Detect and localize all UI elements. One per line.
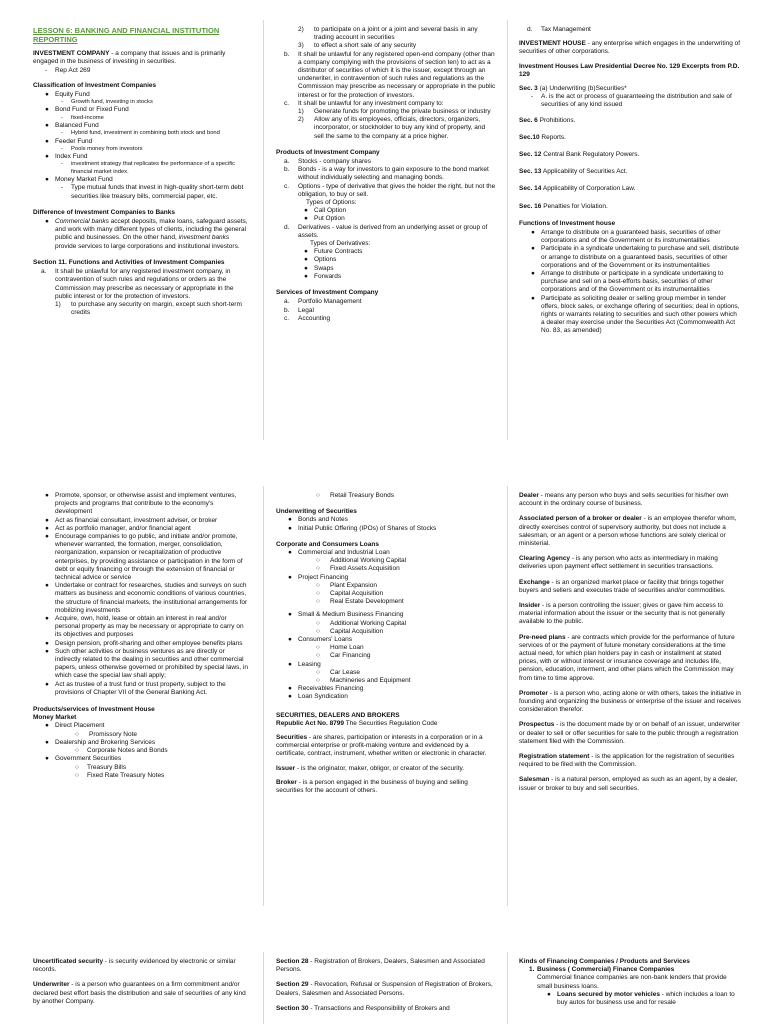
definition: Securities - are shares, participation or interests in a corporation or in a commercial enterprise or profit-making venture and evidenced by a certificate, contract, instrument, whether written or electronic in character.: [276, 734, 487, 758]
list-item: c. Options - type of derivative that gives the holder the right, but not the obligation, to buy or sell.: [284, 182, 496, 198]
list-item: ● Receivables Financing: [288, 685, 364, 693]
section-heading: Functions of Investment house: [519, 219, 616, 227]
list-item: ● Participate in a syndicate undertaking to purchase and sell, distribute or arrange to distribute on a guaranteed basis, securities of other corporations and of the Government or its instrumentalities: [531, 245, 740, 269]
section-heading: Corporate and Consumers Loans: [276, 540, 379, 548]
list-item: ● Commercial banks accept deposits, make loans, safeguard assets, and work with many different types of clients, including the general public and businesses. On the other hand, investment banks provide services to large corporations and institutional investors.: [45, 218, 248, 250]
list-item: ○ Fixed Assets Acquisition: [316, 565, 400, 573]
list-item: ○ Retail Treasury Bonds: [316, 492, 394, 499]
section-heading: Products/services of Investment House: [33, 706, 155, 714]
list-item: ● Forwards: [304, 272, 342, 280]
list-item: ● Loans secured by motor vehicles - which includes a loan to buy autos for business use and for resale: [547, 990, 735, 1007]
list-item: ● Government Securities: [45, 755, 122, 763]
list-item: - Type mutual funds that invest in high-quality short-term debt securities like treasury bills, commercial paper, etc.: [61, 184, 244, 200]
types-label: Types of Options:: [306, 199, 357, 207]
definition: Insider - is a person controlling the issuer; gives or gave him access to material information about the issuer or the security that is not generally available to the public.: [519, 602, 725, 626]
list-item-description: Commercial finance companies are non-bank lenders that provide small business loans.: [537, 974, 727, 990]
list-item: 3) to effect a short sale of any security: [298, 42, 417, 50]
list-item: ● Equity Fund: [45, 90, 90, 98]
list-item: - fixed-income: [61, 114, 104, 121]
definition: Registration statement - is the application for the registration of securities required to be filed with the Commission.: [519, 753, 735, 769]
section-heading: Underwriting of Securities: [276, 508, 357, 516]
list-item: ● Encourage companies to go public, and initiate and/or promote, whenever warranted, the formation, merger, consolidation, reorganization, expansion or recapitalization of productive enterprises, by providing assistance or participation in the form of debt or equity financing or through the extension of financial or technical advice or service: [45, 533, 243, 582]
definition: Pre-need plans - are contracts which provide for the performance of future services of or the payment of future monetary considerations at the time actual need, for which plan holders pay in cash or installment at stated prices, with or without interest or insurance coverage and includes life, pension, education, interment, and other plans which the Commission may from time to time approve.: [519, 633, 735, 682]
list-item: - Growth fund, investing in stocks: [61, 99, 153, 106]
page1-column-1: [33, 26, 251, 426]
list-item: ● Dealership and Brokering Services: [45, 738, 156, 746]
list-item: ● Initial Public Offering (IPOs) of Shares of Stocks: [288, 524, 437, 532]
investment-house-definition: INVESTMENT HOUSE - any enterprise which engages in the underwriting of securities of other corporations.: [519, 40, 741, 56]
section-heading: SECURITIES, DEALERS AND BROKERS: [276, 711, 400, 719]
law-section: Section 30 - Transactions and Responsibility of Brokers and: [276, 1004, 450, 1012]
law-section: Sec. 13 Applicability of Securities Act.: [519, 168, 628, 176]
list-item: c. It shall be unlawful for any investment company to:: [284, 99, 444, 107]
list-item: ○ Additional Working Capital: [316, 557, 407, 565]
section-heading: Products of Investment Company: [276, 148, 380, 156]
list-item: ● Swaps: [304, 264, 334, 272]
list-item: ● Promote, sponsor, or otherwise assist and implement ventures, projects and programs that contribute to the economy's development: [45, 492, 237, 516]
list-item: ● Consumers' Loans: [288, 636, 352, 644]
list-item: ● Options: [304, 256, 337, 264]
list-item: ○ Promissory Note: [75, 730, 138, 738]
list-item: ○ Plant Expansion: [316, 581, 377, 589]
column-divider: [263, 486, 264, 906]
column-divider: [263, 20, 264, 440]
list-item: ● Bond Fund or Fixed Fund: [45, 106, 129, 114]
column-divider: [263, 952, 264, 1024]
list-item: ● Money Market Fund: [45, 176, 113, 184]
definition: Clearing Agency - is any person who acts as intermediary in making deliveries upon payment effect settlement in securities transactions.: [519, 555, 718, 571]
law-section: Sec. 12 Central Bank Regulatory Powers.: [519, 151, 640, 159]
section-heading: Section 11. Functions and Activities of Investment Companies: [33, 258, 225, 266]
section-heading: Kinds of Financing Companies / Products and Services: [519, 958, 690, 965]
list-item: b. Legal: [284, 306, 314, 314]
definition: Issuer - is the originator, maker, obligor, or creator of the security.: [276, 764, 465, 772]
list-item: 2) Allow any of its employees, officials, directors, organizers, incorporator, or stockholder to buy any kind of property, and sell the same to the company at a price higher.: [298, 116, 486, 140]
list-item: ● Acquire, own, hold, lease or obtain an interest in real and/or personal property as may be necessary or appropriate to carry on its objectives and purposes: [45, 615, 244, 639]
definition: Associated person of a broker or dealer - is an employee therefor whom, directly exercises control of supervisory authority, but does not include a salesman, or an agent or a person whose functions are solely clerical or ministerial.: [519, 515, 737, 548]
list-item: ● Act as trustee of a trust fund or trust property, subject to the provisions of Chapter VII of the General Banking Act.: [45, 680, 226, 696]
list-item: ○ Treasury Bills: [75, 763, 127, 771]
page3-column-2: [276, 958, 496, 1024]
section-heading: Services of Investment Company: [276, 289, 379, 297]
list-item: ● Direct Placement: [45, 722, 105, 730]
subsection-heading: Money Market: [33, 714, 77, 722]
list-item: ● Project Financing: [288, 573, 349, 581]
list-item: ● Feeder Fund: [45, 137, 93, 145]
list-item: ○ Car Lease: [316, 668, 360, 676]
definition: Promoter - is a person who, acting alone or with others, takes the initiative in founding and organizing the business or enterprise of the issuer and receives consideration therefor.: [519, 689, 741, 714]
list-item: a. It shall be unlawful for any registered investment company, in contravention of such rules and regulations or orders as the Commission may prescribe as necessary or appropriate in the public interest or for the protection of investors.: [41, 268, 234, 300]
law-section: Sec. 16 Penalties for Violation.: [519, 202, 608, 210]
list-item: ● Act as portfolio manager, and/or financial agent: [45, 524, 191, 532]
list-item: ● Loan Syndication: [288, 693, 348, 701]
list-item: ● Balanced Fund: [45, 122, 99, 130]
definition: Uncertificated security - is security evidenced by electronic or similar records.: [33, 958, 236, 974]
list-item: - Rep Act 269: [45, 67, 91, 75]
republic-act: Republic Act No. 8799 The Securities Regulation Code: [276, 719, 438, 727]
list-item: 1) to purchase any security on margin, except such short-term credits: [55, 300, 242, 317]
list-item: c. Accounting: [284, 314, 331, 322]
list-item: ● Call Option: [304, 207, 347, 215]
list-item: - A. is the act or process of guaranteeing the distribution and sale of securities of any kind issued: [531, 93, 732, 109]
column-divider: [507, 952, 508, 1024]
list-item: ○ Car Financing: [316, 652, 371, 660]
section-heading: Classification of Investment Companies: [33, 81, 157, 89]
definition: Prospectus - is the document made by or on behalf of an issuer, underwriter or dealer to sell or offer securities for sale to the public through a registration statement filed with the Commission.: [519, 721, 741, 745]
list-item: b. Bonds - is a way for investors to gain exposure to the bond market without individually selecting and managing bonds.: [284, 166, 489, 182]
law-section: Section 29 - Revocation, Refusal or Suspension of Registration of Brokers, Dealers, Salesmen and Associated Persons.: [276, 981, 493, 997]
list-item: - Hybrid fund, investment in combining both stock and bond: [61, 130, 220, 137]
list-item: ● Such other activities or business ventures as are directly or indirectly related to the dealing in securities and other commercial papers, unless otherwise governed or prohibited by special laws, in which case the special law shall apply;: [45, 647, 248, 680]
page3-column-1: [33, 958, 251, 1024]
list-item: ○ Machineries and Equipment: [316, 677, 411, 685]
list-item: d. Tax Management: [527, 26, 591, 33]
list-item: ● Commercial and Industrial Loan: [288, 549, 390, 557]
list-item: ○ Capital Acquisition: [316, 627, 384, 635]
list-item: ● Future Contracts: [304, 248, 363, 256]
page1-column-3: [519, 26, 741, 436]
list-item: 2) to participate on a joint or a joint and several basis in any trading account in securities: [298, 26, 478, 42]
definition: Exchange - is an organized market place or facility that brings together buyers and sellers and executes trade of securities and/or commodities.: [519, 578, 726, 594]
list-item: ● Act as financial consultant, investment adviser, or broker: [45, 516, 218, 524]
list-item: ● Index Fund: [45, 153, 88, 161]
list-item: ● Participate as soliciting dealer or selling group member in tender offers, block sales, or exchange offering of securities; deal in options, rights or warrants relating to securities and such other powers which a dealer may exercise under the Securities Act (Commonwealth Act No. 83, as amended): [531, 294, 740, 335]
list-item: ○ Real Estate Development: [316, 598, 404, 606]
list-item: ○ Capital Acquisition: [316, 590, 384, 598]
types-label: Types of Derivatives:: [310, 240, 371, 248]
page2-column-3: [519, 492, 741, 912]
list-item: ○ Fixed Rate Treasury Notes: [75, 771, 165, 779]
list-item: ● Put Option: [304, 215, 345, 223]
list-item: ● Arrange to distribute or participate in a syndicate undertaking to purchase and sell on a best-efforts basis, securities of other corporations and of the Government or its instrumentalities: [531, 270, 724, 294]
list-item: 1) Generate funds for promoting the private business or industry: [298, 108, 491, 116]
definition: Underwriter - is a person who guarantees on a firm commitment and/or declared best effort basis the distribution and sale of securities of any kind by another Company.: [33, 981, 246, 1005]
list-item: 1. Business ( Commercial) Finance Companies: [529, 966, 675, 974]
section-heading: Difference of Investment Companies to Banks: [33, 208, 175, 216]
list-item: ○ Home Loan: [316, 644, 364, 652]
law-section: Sec.10 Reports.: [519, 133, 566, 141]
page1-column-2: [276, 26, 496, 436]
list-item: ● Undertake or contract for researches, studies and surveys on such matters as business and economic conditions of various countries, the structure of financial markets, the institutional arrangements for mobilizing investments: [45, 582, 248, 614]
lesson-title: LESSON 6: BANKING AND FINANCIAL INSTITUTION REPORTING: [33, 26, 220, 44]
definition: Salesman - is a natural person, employed as such as an agent, by a dealer, issuer or broker to buy and sell securities.: [519, 776, 738, 792]
list-item: ○ Corporate Notes and Bonds: [75, 747, 168, 755]
column-divider: [507, 20, 508, 440]
list-item: - Pools money from investors: [61, 145, 143, 152]
list-item: a. Stocks - company shares: [284, 158, 371, 166]
law-section: Sec. 3 (a) Underwriting (b)Securities*: [519, 85, 627, 93]
list-item: a. Portfolio Management: [284, 298, 362, 306]
list-item: d. Derivatives - value is derived from an underlying asset or group of assets.: [284, 223, 488, 239]
definition: Broker - is a person engaged in the business of buying and selling securities for the account of others.: [276, 778, 468, 795]
list-item: ● Leasing: [288, 660, 321, 668]
law-section: Sec. 14 Applicability of Corporation Law.: [519, 185, 636, 193]
column-divider: [507, 486, 508, 906]
list-item: ● Arrange to distribute on a guaranteed basis, securities of other corporations and of the Government or its instrumentalities: [531, 229, 721, 245]
list-item: ● Small & Medium Business Financing: [288, 611, 404, 619]
list-item: ○ Additional Working Capital: [316, 619, 407, 627]
page3-column-3: [519, 958, 741, 1024]
definition: Dealer - means any person who buys and sells securities for his/her own account in the ordinary course of business.: [519, 492, 729, 508]
list-item: - investment strategy that replicates the performance of a specific financial market index.: [61, 161, 236, 175]
investment-company-definition: INVESTMENT COMPANY - a company that issues and is primarily engaged in the business of investing in securities.: [33, 50, 226, 66]
page2-column-1: [33, 492, 251, 912]
law-section: Sec. 6 Prohibitions.: [519, 116, 576, 124]
law-section: Section 28 - Registration of Brokers, Dealers, Salesmen and Associated Persons.: [276, 958, 485, 974]
list-item: ● Design pension, profit-sharing and other employee benefits plans: [45, 639, 243, 647]
list-item: b. It shall be unlawful for any registered open-end company (other than a company complying with the provisions of section ten) to act as a distributor of securities of which it is the issuer, except through an underwriter, in contravention of such rules and regulations as the Commission may prescribe as necessary or appropriate in the public interest or for the protection of investors.: [284, 50, 496, 99]
section-heading: Investment Houses Law Presidential Decree No. 129 Excerpts from P.D. 129: [519, 62, 740, 78]
page2-column-2: [276, 492, 496, 912]
list-item: ● Bonds and Notes: [288, 516, 348, 524]
